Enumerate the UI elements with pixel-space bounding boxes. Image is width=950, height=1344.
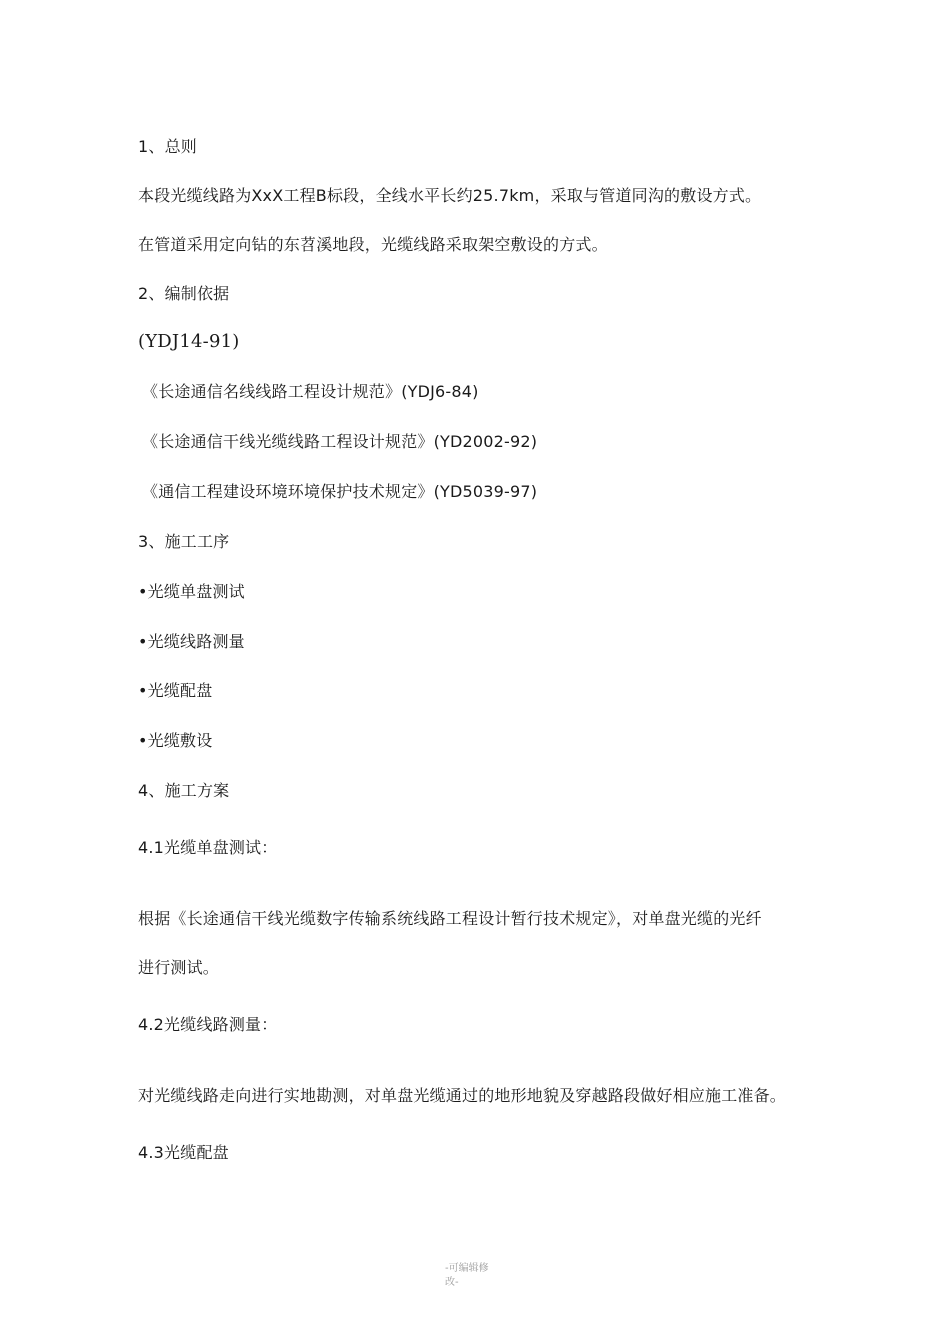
procedure-item: •光缆配盘: [138, 681, 213, 700]
section-heading-basis: 2、编制依据: [138, 284, 230, 303]
procedure-item: •光缆敷设: [138, 731, 213, 750]
paragraph-overview: 本段光缆线路为XxX工程B标段，全线水平长约25.7km，采取与管道同沟的敷设方式。: [138, 186, 762, 205]
subsection-heading-reel-test: 4.1光缆单盘测试：: [138, 838, 278, 857]
reference-item: 《长途通信干线光缆线路工程设计规范》(YD2002-92): [142, 432, 538, 451]
section-heading-general: 1、总则: [138, 137, 197, 156]
footer-line: 改-: [445, 1277, 459, 1288]
footer-line: -可编辑修: [445, 1263, 489, 1274]
section-heading-plan: 4、施工方案: [138, 781, 230, 800]
paragraph-route-survey: 对光缆线路走向进行实地勘测，对单盘光缆通过的地形地貌及穿越路段做好相应施工准备。: [138, 1086, 787, 1105]
page-footer: [445, 1262, 515, 1290]
subsection-heading-route-survey: 4.2光缆线路测量：: [138, 1015, 278, 1034]
reference-item: 《长途通信名线线路工程设计规范》(YDJ6-84): [142, 382, 479, 401]
subsection-heading-reel-allocation: 4.3光缆配盘: [138, 1143, 229, 1162]
reference-item: 《通信工程建设环境环境保护技术规定》(YD5039-97): [142, 482, 538, 501]
procedure-item: •光缆单盘测试: [138, 582, 245, 601]
procedure-item: •光缆线路测量: [138, 632, 245, 651]
paragraph-aerial-section: 在管道采用定向钻的东苕溪地段，光缆线路采取架空敷设的方式。: [138, 235, 608, 254]
paragraph-reel-test: 根据《长途通信干线光缆数字传输系统线路工程设计暂行技术规定》，对单盘光缆的光纤: [138, 909, 762, 928]
paragraph-reel-test-cont: 进行测试。: [138, 958, 220, 977]
section-heading-procedure: 3、施工工序: [138, 532, 230, 551]
reference-item: (YDJ14-91): [138, 331, 240, 352]
